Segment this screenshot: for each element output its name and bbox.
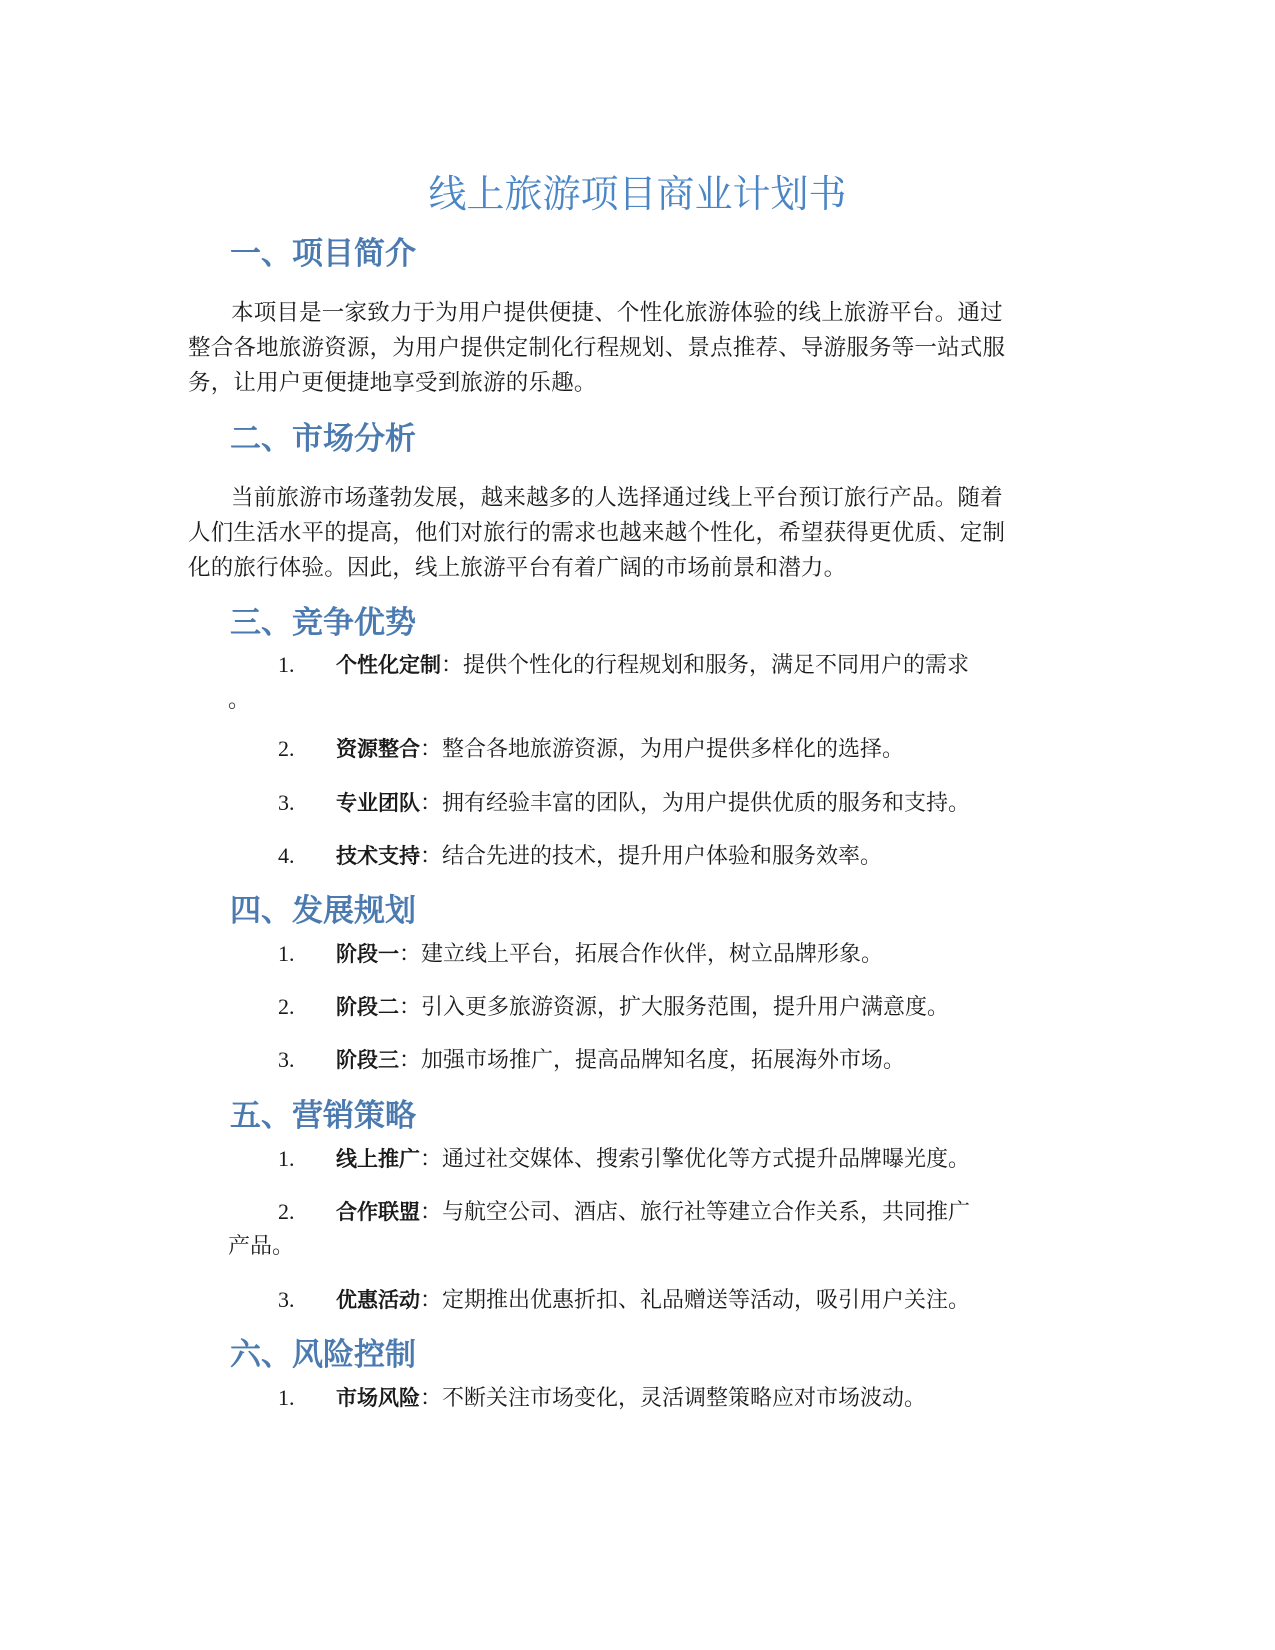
list-text: ：结合先进的技术，提升用户体验和服务效率。 <box>420 844 883 869</box>
section-heading-marketing: 五、营销策略 <box>230 1098 416 1134</box>
list-text: ：拥有经验丰富的团队，为用户提供优质的服务和支持。 <box>420 791 971 816</box>
paragraph-line: 本项目是一家致力于为用户提供便捷、个性化旅游体验的线上旅游平台。通过 <box>231 300 1003 326</box>
list-text: ：定期推出优惠折扣、礼品赠送等活动，吸引用户关注。 <box>420 1288 971 1313</box>
list-number: 1. <box>278 941 295 966</box>
list-text: ：提供个性化的行程规划和服务，满足不同用户的需求 <box>441 653 970 678</box>
list-text: ：通过社交媒体、搜索引擎优化等方式提升品牌曝光度。 <box>420 1147 971 1172</box>
list-number: 3. <box>278 1047 295 1072</box>
list-number: 2. <box>278 736 295 761</box>
list-item <box>278 1141 1078 1177</box>
list-term: 合作联盟 <box>336 1200 420 1224</box>
list-item <box>278 731 1078 767</box>
list-term: 阶段二 <box>336 995 399 1019</box>
section-heading-risk: 六、风险控制 <box>230 1337 416 1373</box>
section-heading-market: 二、市场分析 <box>230 421 416 457</box>
list-item <box>278 936 1078 972</box>
list-number: 3. <box>278 790 295 815</box>
list-number: 2. <box>278 1199 295 1224</box>
list-term: 个性化定制 <box>336 653 441 677</box>
list-term: 阶段一 <box>336 942 399 966</box>
paragraph-line: 务，让用户更便捷地享受到旅游的乐趣。 <box>188 370 597 396</box>
list-text: ：建立线上平台，拓展合作伙伴，树立品牌形象。 <box>399 942 884 967</box>
list-item <box>278 989 1078 1025</box>
paragraph-line: 化的旅行体验。因此，线上旅游平台有着广阔的市场前景和潜力。 <box>188 555 847 581</box>
list-text: ：不断关注市场变化，灵活调整策略应对市场波动。 <box>420 1386 927 1411</box>
list-term: 市场风险 <box>336 1386 420 1410</box>
list-number: 1. <box>278 1146 295 1171</box>
list-item <box>278 785 1078 821</box>
list-text: ：引入更多旅游资源，扩大服务范围，提升用户满意度。 <box>399 995 950 1020</box>
document-title: 线上旅游项目商业计划书 <box>428 172 847 216</box>
list-term: 技术支持 <box>336 844 420 868</box>
list-term: 资源整合 <box>336 737 420 761</box>
list-number: 1. <box>278 1385 295 1410</box>
list-item <box>278 838 1078 874</box>
list-text: ：整合各地旅游资源，为用户提供多样化的选择。 <box>420 737 905 762</box>
paragraph-line: 人们生活水平的提高，他们对旅行的需求也越来越个性化，希望获得更优质、定制 <box>188 520 1006 546</box>
section-heading-intro: 一、项目简介 <box>230 236 416 272</box>
list-item-continuation: 。 <box>228 688 251 713</box>
list-number: 4. <box>278 843 295 868</box>
list-text: ：与航空公司、酒店、旅行社等建立合作关系，共同推广 <box>420 1200 971 1225</box>
paragraph-line: 整合各地旅游资源，为用户提供定制化行程规划、景点推荐、导游服务等一站式服 <box>188 335 1006 361</box>
list-item <box>278 1380 1078 1416</box>
list-item-continuation: 产品。 <box>228 1234 295 1259</box>
list-term: 阶段三 <box>336 1048 399 1072</box>
list-term: 优惠活动 <box>336 1288 420 1312</box>
list-number: 2. <box>278 994 295 1019</box>
section-heading-plan: 四、发展规划 <box>230 893 416 929</box>
list-item <box>278 1194 1078 1230</box>
list-item <box>278 647 1078 683</box>
list-text: ：加强市场推广，提高品牌知名度，拓展海外市场。 <box>399 1048 906 1073</box>
list-term: 线上推广 <box>336 1147 420 1171</box>
list-item <box>278 1282 1078 1318</box>
list-term: 专业团队 <box>336 791 420 815</box>
list-number: 3. <box>278 1287 295 1312</box>
list-item <box>278 1042 1078 1078</box>
paragraph-line: 当前旅游市场蓬勃发展，越来越多的人选择通过线上平台预订旅行产品。随着 <box>231 485 1003 511</box>
list-number: 1. <box>278 652 295 677</box>
section-heading-advantages: 三、竞争优势 <box>230 605 416 641</box>
